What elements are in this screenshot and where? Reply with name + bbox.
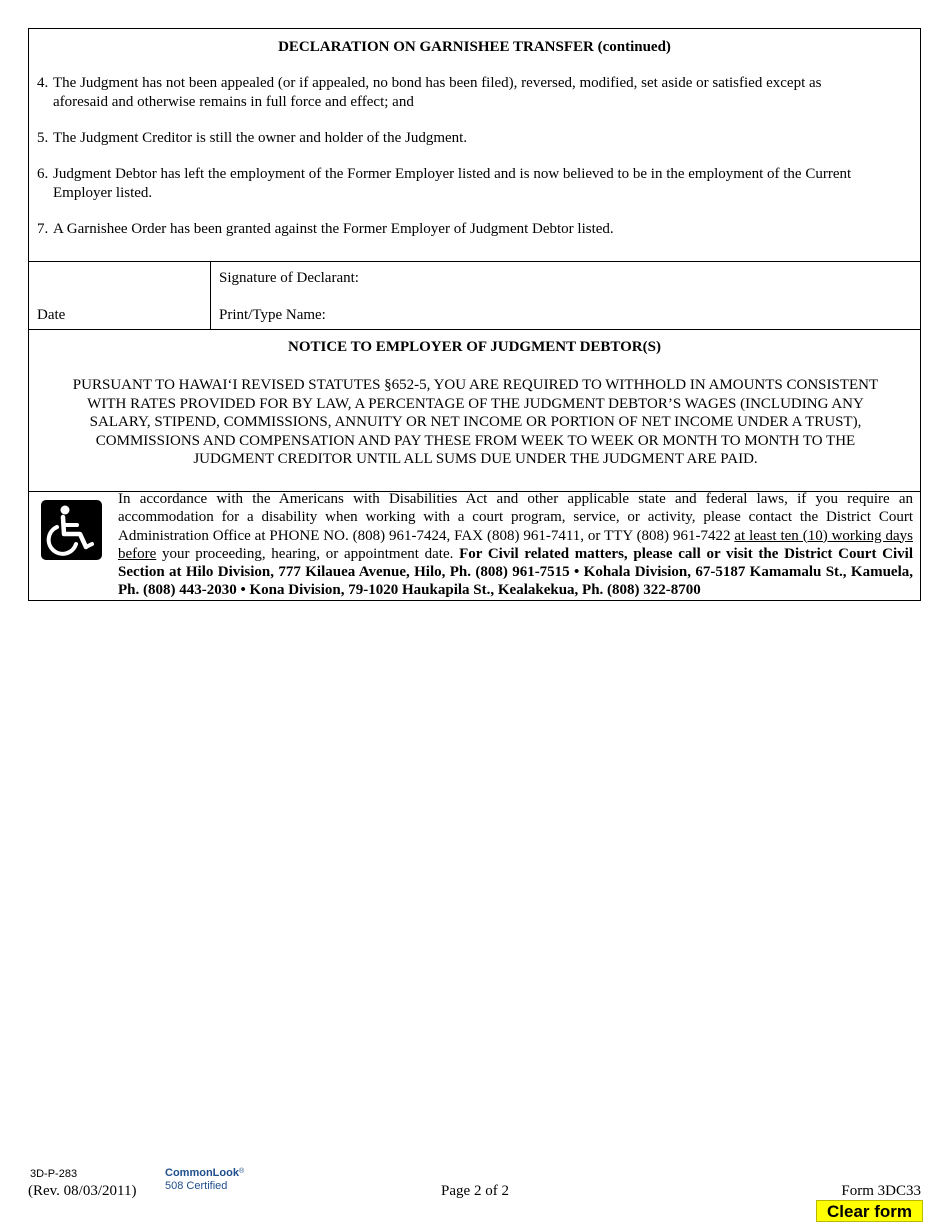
ada-text-bold: For Civil related matters, please call or visit the District Court Civil Section at Hilo Division, 777 Kilauea Avenue, Hilo, Ph. (808) 961-7515 • Kohala Division, 67-5187 Kamamalu St., Kamuela, Ph. (808) 443-2030 • Kona Division, 79-1020 Haukapila St., Kealakekua, Ph. (808) 322-8700 <box>118 545 913 599</box>
notice-line: SALARY, STIPEND, COMMISSIONS, ANNUITY OR NET INCOME OR PORTION OF NET INCOME UNDER A TRUST), <box>89 414 862 430</box>
logo-subtitle: 508 Certified <box>165 1180 228 1192</box>
print-name-label: Print/Type Name: <box>219 307 326 323</box>
item-text-continued: Employer listed. <box>53 184 153 201</box>
declaration-item-6 <box>37 165 887 202</box>
declaration-item-7 <box>37 220 887 239</box>
declaration-title: DECLARATION ON GARNISHEE TRANSFER (continued) <box>278 39 671 55</box>
item-number: 6. <box>37 166 49 182</box>
divider <box>29 261 920 262</box>
notice-line: COMMISSIONS AND COMPENSATION AND PAY THESE FROM WEEK TO WEEK OR MONTH TO MONTH TO THE <box>95 432 856 449</box>
item-text: Judgment Debtor has left the employment of the Former Employer listed and is now believed to be in the employment of the Current <box>53 166 852 182</box>
divider <box>210 261 211 329</box>
item-number: 4. <box>37 75 49 91</box>
declaration-form-frame <box>28 28 921 601</box>
clear-form-button[interactable]: Clear form <box>816 1200 923 1222</box>
signature-label: Signature of Declarant: <box>219 270 359 286</box>
notice-line: JUDGMENT CREDITOR UNTIL ALL SUMS DUE UNDER THE JUDGMENT ARE PAID. <box>193 451 758 467</box>
ada-notice-text <box>118 490 913 600</box>
revision-date: (Rev. 08/03/2011) <box>28 1183 137 1199</box>
declaration-item-5 <box>37 129 887 148</box>
date-label: Date <box>37 307 66 323</box>
ada-text-after: your proceeding, hearing, or appointment date. <box>156 545 460 562</box>
item-number: 5. <box>37 130 49 146</box>
logo-registered-mark: ® <box>238 1168 245 1175</box>
ada-text-underlined: at least ten (10) working days before <box>118 527 913 562</box>
notice-line: PURSUANT TO HAWAIʻI REVISED STATUTES §652-5, YOU ARE REQUIRED TO WITHHOLD IN AMOUNTS CONSISTENT <box>72 377 879 393</box>
notice-title: NOTICE TO EMPLOYER OF JUDGMENT DEBTOR(S) <box>288 339 661 355</box>
declaration-item-4 <box>37 74 887 111</box>
item-text: The Judgment Creditor is still the owner and holder of the Judgment. <box>53 130 468 146</box>
item-text-continued: aforesaid and otherwise remains in full force and effect; and <box>53 93 414 110</box>
form-number: Form 3DC33 <box>841 1183 921 1199</box>
logo-name: CommonLook <box>165 1167 239 1179</box>
item-text: The Judgment has not been appealed (or if appealed, no bond has been filed), reversed, modified, set aside or satisfied except as <box>53 75 822 91</box>
item-number: 7. <box>37 221 49 237</box>
ada-text-plain: In accordance with the Americans with Disabilities Act and other applicable state and federal laws, if you require an accommodation for a disability when working with a court program, service, or activity, please contact the District Court Administration Office at PHONE NO. (808) 961-7424, FAX (808) 961-7411, or TTY (808) 961-7422 <box>118 491 913 544</box>
notice-line: WITH RATES PROVIDED FOR BY LAW, A PERCENTAGE OF THE JUDGMENT DEBTOR’S WAGES (INCLUDING ANY <box>87 395 864 412</box>
page-number: Page 2 of 2 <box>441 1183 509 1199</box>
form-code: 3D-P-283 <box>30 1168 78 1180</box>
wheelchair-icon <box>41 500 102 560</box>
item-text: A Garnishee Order has been granted against the Former Employer of Judgment Debtor listed. <box>53 221 614 237</box>
divider <box>29 329 920 330</box>
notice-body <box>49 376 902 469</box>
